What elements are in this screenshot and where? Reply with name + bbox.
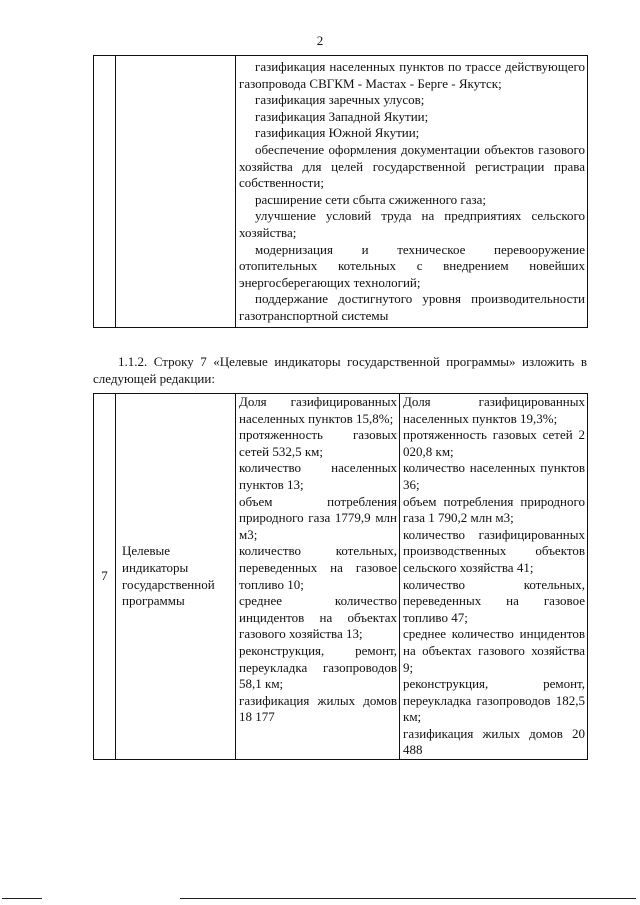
table-row	[94, 56, 588, 328]
task-line: газификация заречных улусов;	[255, 92, 425, 108]
task-line: расширение сети сбыта сжиженного газа;	[255, 191, 487, 207]
scan-edge-line	[2, 898, 42, 899]
indicator-line: Доля газифицированных населенных пунктов 15,8%;	[239, 394, 397, 426]
indicator-line: протяженность газовых сетей 532,5 км;	[239, 427, 397, 459]
row-name-cell	[116, 56, 236, 328]
target-indicators-table	[93, 393, 588, 760]
indicator-line: количество газифицированных производственных объектов сельского хозяйства 41;	[403, 526, 585, 575]
row-number-cell	[94, 56, 116, 328]
indicator-line: количество котельных, переведенных на газовое топливо 47;	[403, 576, 585, 625]
page-number: 2	[316, 33, 324, 48]
indicator-line: газификация жилых домов 20 488	[403, 725, 585, 758]
row-number-cell: 7	[94, 394, 116, 760]
indicator-line: реконструкция, ремонт, переукладка газопроводов 182,5 км;	[403, 676, 585, 725]
indicator-line: среднее количество инцидентов на объектах газового хозяйства 13;	[239, 593, 397, 642]
indicator-line: среднее количество инцидентов на объектах газового хозяйства 9;	[403, 626, 585, 675]
indicator-line: Доля газифицированных населенных пунктов 19,3%;	[403, 394, 585, 426]
indicator-line: объем потребления природного газа 1 790,2 млн м3;	[403, 493, 585, 526]
indicator-line: количество котельных, переведенных на газовое топливо 10;	[239, 543, 397, 592]
row-name-cell: Целевые индикаторы государственной программы	[116, 394, 236, 760]
indicator-line: реконструкция, ремонт, переукладка газопроводов 58,1 км;	[239, 642, 397, 692]
task-line: обеспечение оформления документации объектов газового хозяйства для целей государственной регистрации права собственности;	[239, 141, 585, 191]
indicator-line: количество населенных пунктов 36;	[403, 460, 585, 492]
task-line: газификация Южной Якутии;	[255, 125, 420, 141]
scan-edge-line	[180, 898, 636, 899]
table-row	[94, 394, 588, 760]
task-line: поддержание достигнутого уровня производительности газотранспортной системы	[239, 291, 585, 323]
amendment-paragraph: 1.1.2. Строку 7 «Целевые индикаторы государственной программы» изложить в следующей редакции:	[93, 354, 587, 386]
new-values-cell	[400, 394, 588, 760]
task-line: улучшение условий труда на предприятиях сельского хозяйства;	[239, 208, 585, 240]
old-values-cell	[236, 394, 400, 760]
task-line: газификация населенных пунктов по трассе действующего газопровода СВГКМ - Мастах - Берге - Якутск;	[239, 59, 585, 91]
program-table-continued	[93, 55, 588, 328]
task-line: газификация Западной Якутии;	[255, 108, 429, 124]
indicator-line: объем потребления природного газа 1779,9 млн м3;	[239, 493, 397, 542]
indicator-line: газификация жилых домов 18 177	[239, 692, 397, 725]
task-line: модернизация и техническое перевооружение отопительных котельных с внедрением новейших энергосберегающих технологий;	[239, 241, 585, 290]
indicator-line: протяженность газовых сетей 2 020,8 км;	[403, 427, 585, 459]
tasks-cell	[236, 56, 588, 328]
indicator-line: количество населенных пунктов 13;	[239, 460, 397, 492]
